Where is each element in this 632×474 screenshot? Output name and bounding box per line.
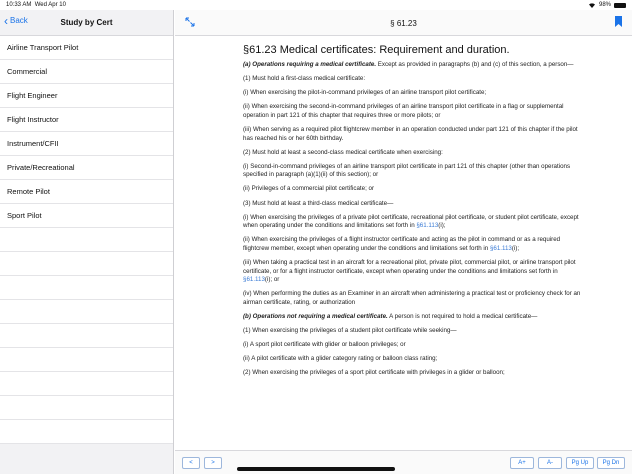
sidebar-item-commercial[interactable]: Commercial bbox=[0, 60, 173, 84]
paragraph: (i) When exercising the pilot-in-command privileges of an airline transport pilot certificate; bbox=[243, 89, 487, 97]
empty-row bbox=[0, 276, 173, 300]
chevron-left-icon: ‹ bbox=[4, 13, 8, 28]
paragraph-text: (iii) When taking a practical test in an aircraft for a recreational pilot, private pilot, commercial pilot, or airline transport pilot certificate, or for a flight instructor certificate, except when operating under the conditions and limitations set forth in bbox=[243, 259, 576, 275]
clock-date: Wed Apr 10 bbox=[34, 2, 66, 8]
paragraph: (i) Second-in-command privileges of an airline transport pilot certificate in part 121 of this chapter (other than operations specified in paragraph (a)(1)(ii) of this section); or bbox=[243, 162, 571, 179]
page-down-button[interactable]: Pg Dn bbox=[597, 457, 625, 469]
paragraph bbox=[243, 236, 585, 253]
empty-row bbox=[0, 420, 173, 444]
paragraph-a-text: Except as provided in paragraphs (b) and (c) of this section, a person— bbox=[376, 61, 574, 68]
paragraph bbox=[243, 214, 585, 231]
empty-row bbox=[0, 300, 173, 324]
regulation-link[interactable]: §61.113 bbox=[489, 244, 512, 252]
cert-list bbox=[0, 36, 173, 444]
main-header bbox=[175, 10, 632, 36]
home-indicator bbox=[237, 467, 395, 471]
page-up-button[interactable]: Pg Up bbox=[566, 457, 594, 469]
paragraph: (ii) A pilot certificate with a glider category rating or balloon class rating; bbox=[243, 355, 438, 363]
sidebar-item-remote-pilot[interactable]: Remote Pilot bbox=[0, 180, 173, 204]
sidebar-item-flight-instructor[interactable]: Flight Instructor bbox=[0, 108, 173, 132]
regulation-link[interactable]: §61.113 bbox=[416, 222, 439, 230]
status-bar bbox=[0, 0, 632, 10]
empty-row bbox=[0, 372, 173, 396]
battery-fill bbox=[615, 4, 625, 7]
paragraph: (iv) When performing the duties as an Examiner in an aircraft when administering a practical test or proficiency check for an airman certificate, rating, or authorization bbox=[243, 290, 581, 306]
paragraph-text: (ii) When exercising the privileges of a flight instructor certificate and acting as the pilot in command or as a required flightcrew member, except when operating under the conditions and limitations set forth in bbox=[243, 236, 561, 252]
sidebar-title: Study by Cert bbox=[60, 18, 113, 27]
prev-section-button[interactable]: < bbox=[182, 457, 200, 469]
paragraph-b bbox=[243, 313, 585, 322]
regulation-title: §61.23 Medical certificates: Requirement and duration. bbox=[243, 44, 510, 56]
paragraph-text: (i); bbox=[438, 222, 446, 230]
paragraph: (ii) Privileges of a commercial pilot certificate; or bbox=[243, 185, 375, 193]
main-panel bbox=[175, 10, 632, 474]
sidebar-item-private-recreational[interactable]: Private/Recreational bbox=[0, 156, 173, 180]
paragraph-text: (i) When exercising the privileges of a private pilot certificate, recreational pilot certificate, or student pilot certificate, except when operating under the conditions and limitations set forth in bbox=[243, 213, 579, 230]
paragraph-b-text: A person is not required to hold a medical certificate— bbox=[387, 312, 538, 320]
paragraph: (i) A sport pilot certificate with glider or balloon privileges; or bbox=[243, 341, 406, 349]
sidebar bbox=[0, 10, 174, 474]
font-larger-button[interactable]: A+ bbox=[510, 457, 534, 469]
sidebar-item-sport-pilot[interactable]: Sport Pilot bbox=[0, 204, 173, 228]
regulation-content bbox=[243, 44, 585, 452]
empty-row bbox=[0, 252, 173, 276]
next-section-button[interactable]: > bbox=[204, 457, 222, 469]
sidebar-item-flight-engineer[interactable]: Flight Engineer bbox=[0, 84, 173, 108]
sidebar-item-instrument-cfii[interactable]: Instrument/CFII bbox=[0, 132, 173, 156]
paragraph: (1) When exercising the privileges of a student pilot certificate while seeking— bbox=[243, 327, 457, 335]
bookmark-icon[interactable] bbox=[615, 16, 622, 27]
empty-row bbox=[0, 396, 173, 420]
paragraph-b-heading: (b) Operations not requiring a medical certificate. bbox=[243, 312, 388, 320]
paragraph: (iii) When serving as a required pilot flightcrew member in an operation conducted under part 121 of this chapter if the pilot has reached his or her 60th birthday. bbox=[243, 125, 578, 142]
paragraph: (3) Must hold at least a third-class medical certificate— bbox=[243, 199, 394, 207]
paragraph-a bbox=[243, 61, 585, 70]
paragraph bbox=[243, 259, 585, 285]
clock-time: 10:33 AM bbox=[6, 2, 32, 8]
battery-icon bbox=[614, 3, 626, 8]
back-label: Back bbox=[10, 16, 28, 25]
paragraph: (2) Must hold at least a second-class medical certificate when exercising: bbox=[243, 148, 443, 156]
empty-row bbox=[0, 228, 173, 252]
paragraph-a-heading: (a) Operations requiring a medical certificate. bbox=[243, 61, 377, 68]
paragraph: (2) When exercising the privileges of a sport pilot certificate with privileges in a glider or balloon; bbox=[243, 369, 505, 377]
paragraph: (1) Must hold a first-class medical certificate: bbox=[243, 75, 366, 83]
status-right bbox=[588, 2, 626, 8]
paragraph: (ii) When exercising the second-in-command privileges of an airline transport pilot certificate in a flag or supplemental operation in part 121 of this chapter that requires three or more pilots; or bbox=[243, 103, 564, 119]
battery-percent: 98% bbox=[598, 2, 611, 8]
regulation-link[interactable]: §61.113 bbox=[243, 276, 265, 284]
empty-row bbox=[0, 324, 173, 348]
status-time bbox=[6, 2, 66, 8]
font-smaller-button[interactable]: A- bbox=[538, 457, 562, 469]
sidebar-item-airline-transport-pilot[interactable]: Airline Transport Pilot bbox=[0, 36, 173, 60]
empty-row bbox=[0, 348, 173, 372]
paragraph-text: (i); or bbox=[264, 276, 280, 284]
paragraph-text: (i); bbox=[511, 244, 520, 252]
section-ref: § 61.23 bbox=[390, 19, 417, 28]
wifi-icon bbox=[588, 2, 596, 8]
sidebar-header bbox=[0, 10, 173, 36]
